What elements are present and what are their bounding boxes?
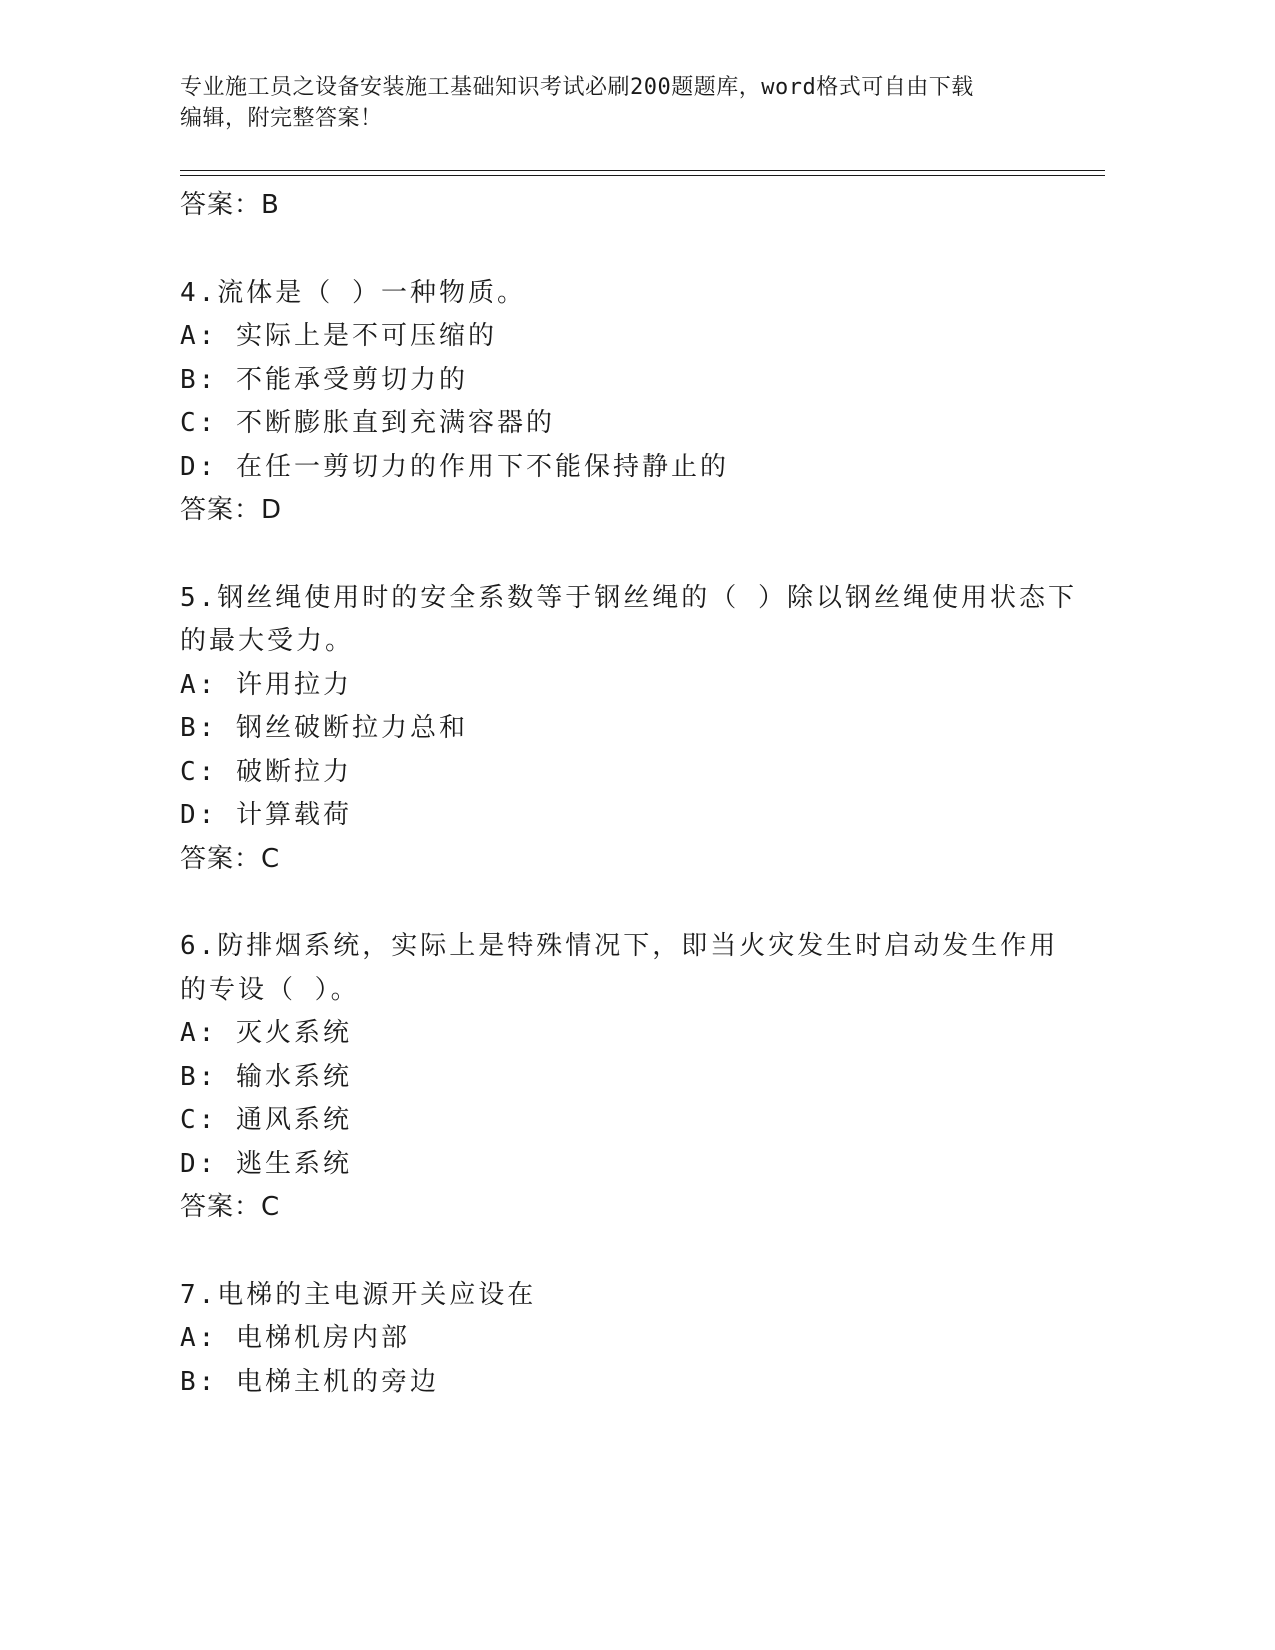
question-7-option-b: B: 电梯主机的旁边 [180, 1367, 439, 1397]
question-5-stem-line-2: 的最大受力。 [180, 626, 355, 656]
question-6-option-b: B: 输水系统 [180, 1062, 352, 1092]
question-4-option-b: B: 不能承受剪切力的 [180, 365, 468, 395]
question-6-option-d: D: 逃生系统 [180, 1149, 352, 1179]
header-divider-top [180, 170, 1105, 171]
document-header [180, 72, 1060, 134]
question-7-option-a: A: 电梯机房内部 [180, 1323, 410, 1353]
question-4-option-a: A: 实际上是不可压缩的 [180, 321, 497, 351]
question-4-stem: 4.流体是（ ）一种物质。 [180, 278, 526, 308]
question-6-option-a: A: 灭火系统 [180, 1018, 352, 1048]
answer-q5: 答案：C [180, 844, 281, 874]
question-6-stem-line-2: 的专设（ ）。 [180, 975, 360, 1005]
question-4-option-d: D: 在任一剪切力的作用下不能保持静止的 [180, 452, 729, 482]
question-5-option-b: B: 钢丝破断拉力总和 [180, 713, 468, 743]
question-4-option-c: C: 不断膨胀直到充满容器的 [180, 408, 555, 438]
question-5-option-a: A: 许用拉力 [180, 670, 352, 700]
question-5-option-c: C: 破断拉力 [180, 757, 352, 787]
answer-q6: 答案：C [180, 1192, 281, 1222]
question-6-stem-line-1: 6.防排烟系统，实际上是特殊情况下，即当火灾发生时启动发生作用 [180, 931, 1059, 961]
header-line-2: 编辑，附完整答案！ [180, 106, 383, 131]
question-5-stem-line-1: 5.钢丝绳使用时的安全系数等于钢丝绳的（ ）除以钢丝绳使用状态下 [180, 583, 1077, 613]
question-5-option-d: D: 计算载荷 [180, 800, 352, 830]
answer-q3: 答案：B [180, 190, 280, 220]
question-7-stem: 7.电梯的主电源开关应设在 [180, 1280, 537, 1310]
answer-q4: 答案：D [180, 495, 283, 525]
header-divider-bottom [180, 175, 1105, 176]
header-line-1: 专业施工员之设备安装施工基础知识考试必刷200题题库，word格式可自由下载 [180, 75, 974, 100]
question-6-option-c: C: 通风系统 [180, 1105, 352, 1135]
